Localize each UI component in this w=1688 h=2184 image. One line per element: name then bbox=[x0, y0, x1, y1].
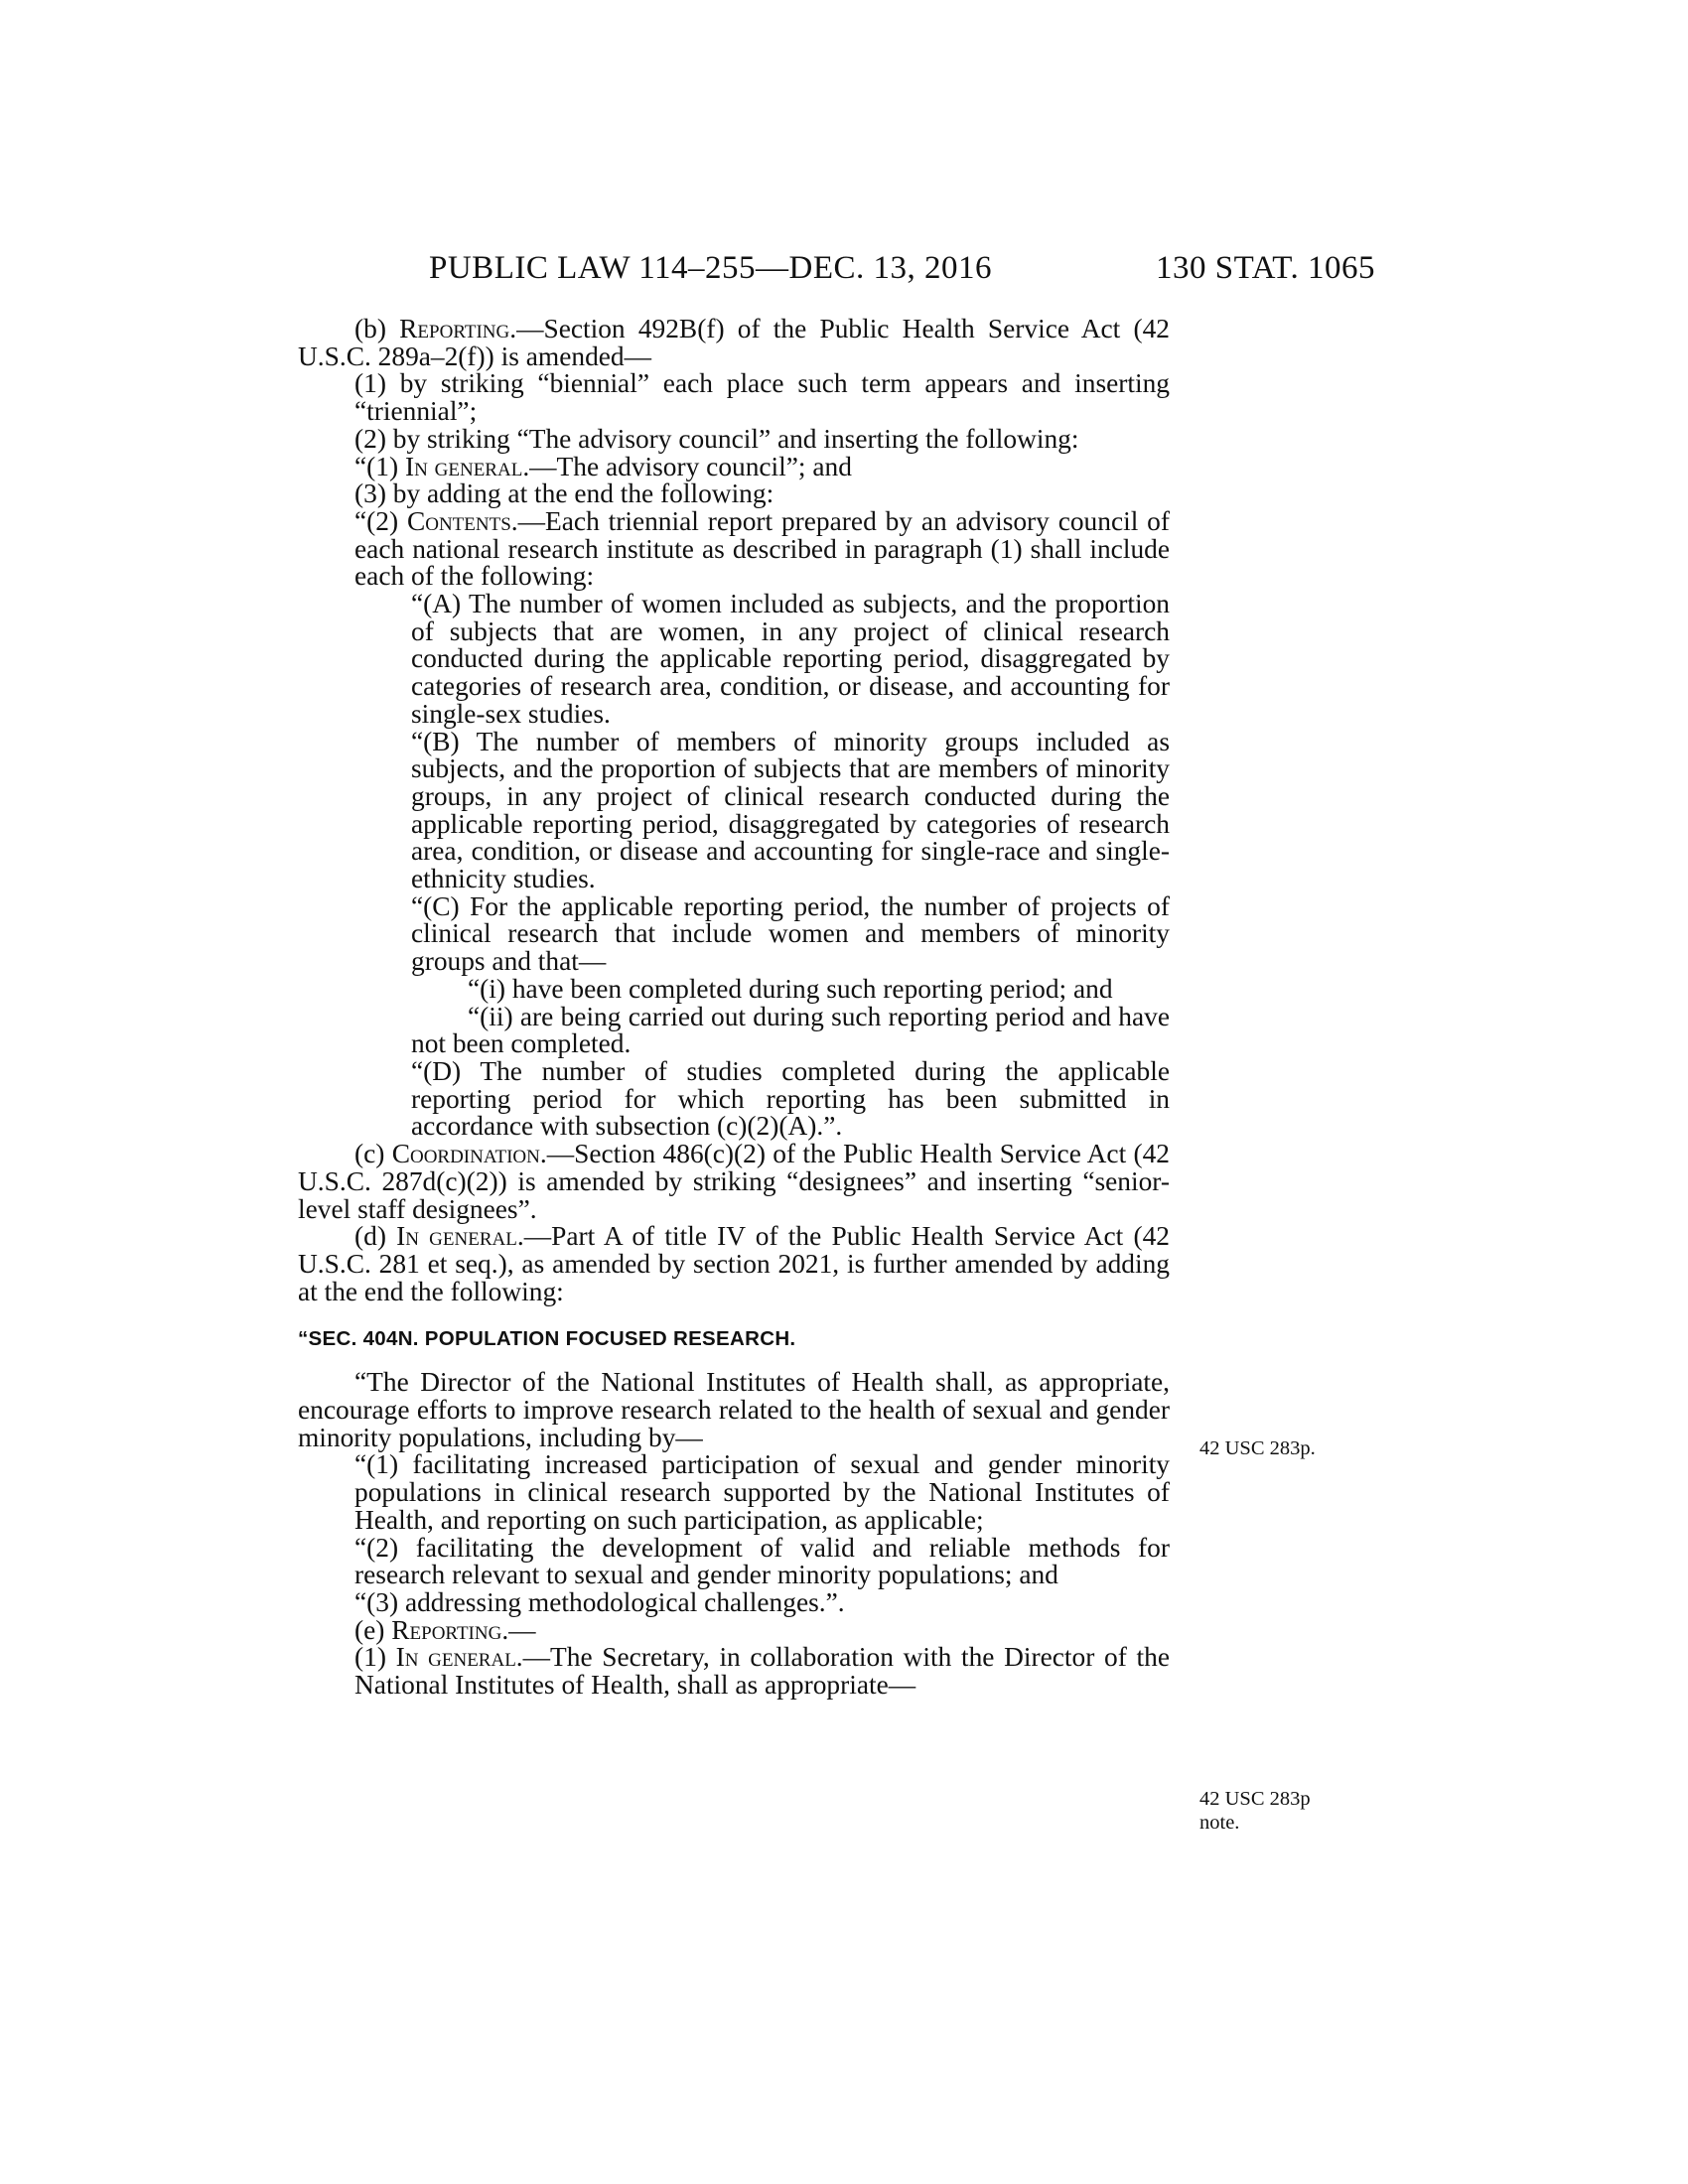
quoted-in-general: “(1) In general.—The advisory council”; and bbox=[354, 451, 852, 481]
clause-c-i: “(i) have been completed during such reporting period; and bbox=[468, 973, 1113, 1004]
section-intro: “The Director of the National Institutes of Health shall, as appropriate, encourage efforts to improve research related to the health of sexual and gender minority populations, including by— bbox=[298, 1367, 1170, 1452]
subsection-b: (b) Reporting.—Section 492B(f) of the Public Health Service Act (42 U.S.C. 289a–2(f)) is amended— bbox=[298, 314, 1170, 371]
subsection-c-heading: Coordination bbox=[391, 1139, 540, 1169]
statute-page-number: 130 STAT. 1065 bbox=[1155, 250, 1375, 286]
margin-note-sec-404n: 42 USC 283p. bbox=[1199, 1437, 1316, 1459]
quoted-contents: “(2) Contents.—Each triennial report prepared by an advisory council of each national research institute as described in paragraph (1) shall include each of the following: bbox=[354, 505, 1170, 592]
subsection-e: (e) Reporting.— bbox=[354, 1614, 536, 1645]
subsection-c: (c) Coordination.—Section 486(c)(2) of the Public Health Service Act (42 U.S.C. 287d(c)(2)) is amended by striking “designees” and inserting “senior-level staff designees”. bbox=[298, 1139, 1171, 1224]
page-header bbox=[298, 250, 1375, 290]
clause-d: “(D) The number of studies completed during the applicable reporting period for which reporting has been submitted in accordance with subsection (c)(2)(A).”. bbox=[411, 1055, 1170, 1142]
law-citation-header: PUBLIC LAW 114–255—DEC. 13, 2016 bbox=[429, 250, 993, 286]
paragraph-b3: (3) by adding at the end the following: bbox=[354, 478, 774, 509]
subsection-e-heading: Reporting bbox=[391, 1614, 502, 1645]
clause-c: “(C) For the applicable reporting period, the number of projects of clinical research that include women and members of minority groups and that— bbox=[411, 890, 1170, 977]
paragraph-e1-heading: In general bbox=[395, 1642, 516, 1673]
margin-note-reporting-line2: note. bbox=[1199, 1812, 1240, 1834]
margin-note-reporting-line1: 42 USC 283p bbox=[1199, 1788, 1311, 1810]
clause-b: “(B) The number of members of minority groups included as subjects, and the proportion of subjects that are members of minority groups, in any project of clinical research conducted during the applicable reporting period, disaggregated by categories of research area, condition, or disease and accounting for single-race and single-ethnicity studies. bbox=[411, 726, 1170, 894]
paragraph-b2: (2) by striking “The advisory council” and inserting the following: bbox=[354, 423, 1079, 454]
section-heading: “SEC. 404N. POPULATION FOCUSED RESEARCH. bbox=[298, 1327, 796, 1351]
paragraph-e1: (1) In general.—The Secretary, in collaboration with the Director of the National Institutes of Health, shall as appropriate— bbox=[354, 1642, 1170, 1701]
section-item-3: “(3) addressing methodological challenges.”. bbox=[354, 1586, 845, 1617]
section-item-1: “(1) facilitating increased participation of sexual and gender minority populations in clinical research supported by the National Institutes of Health, and reporting on such participation, as applicable; bbox=[354, 1449, 1170, 1535]
subsection-d: (d) In general.—Part A of title IV of the Public Health Service Act (42 U.S.C. 281 et seq.), as amended by section 2021, is further amended by adding at the end the following: bbox=[298, 1221, 1170, 1306]
quoted-in-general-heading: In general bbox=[404, 451, 523, 481]
clause-a: “(A) The number of women included as subjects, and the proportion of subjects that are women, in any project of clinical research conducted during the applicable reporting period, disaggregated by categories of research area, condition, or disease, and accounting for single-sex studies. bbox=[411, 589, 1170, 729]
subsection-d-heading: In general bbox=[396, 1221, 517, 1252]
document-body bbox=[298, 316, 1170, 1700]
paragraph-b1: (1) by striking “biennial” each place such term appears and inserting “triennial”; bbox=[354, 368, 1170, 427]
section-item-2: “(2) facilitating the development of valid and reliable methods for research relevant to sexual and gender minority populations; and bbox=[354, 1532, 1170, 1590]
clause-c-ii: “(ii) are being carried out during such reporting period and have not been completed. bbox=[411, 1001, 1170, 1059]
quoted-contents-heading: Contents bbox=[406, 505, 511, 536]
subsection-b-heading: Reporting bbox=[399, 314, 510, 343]
